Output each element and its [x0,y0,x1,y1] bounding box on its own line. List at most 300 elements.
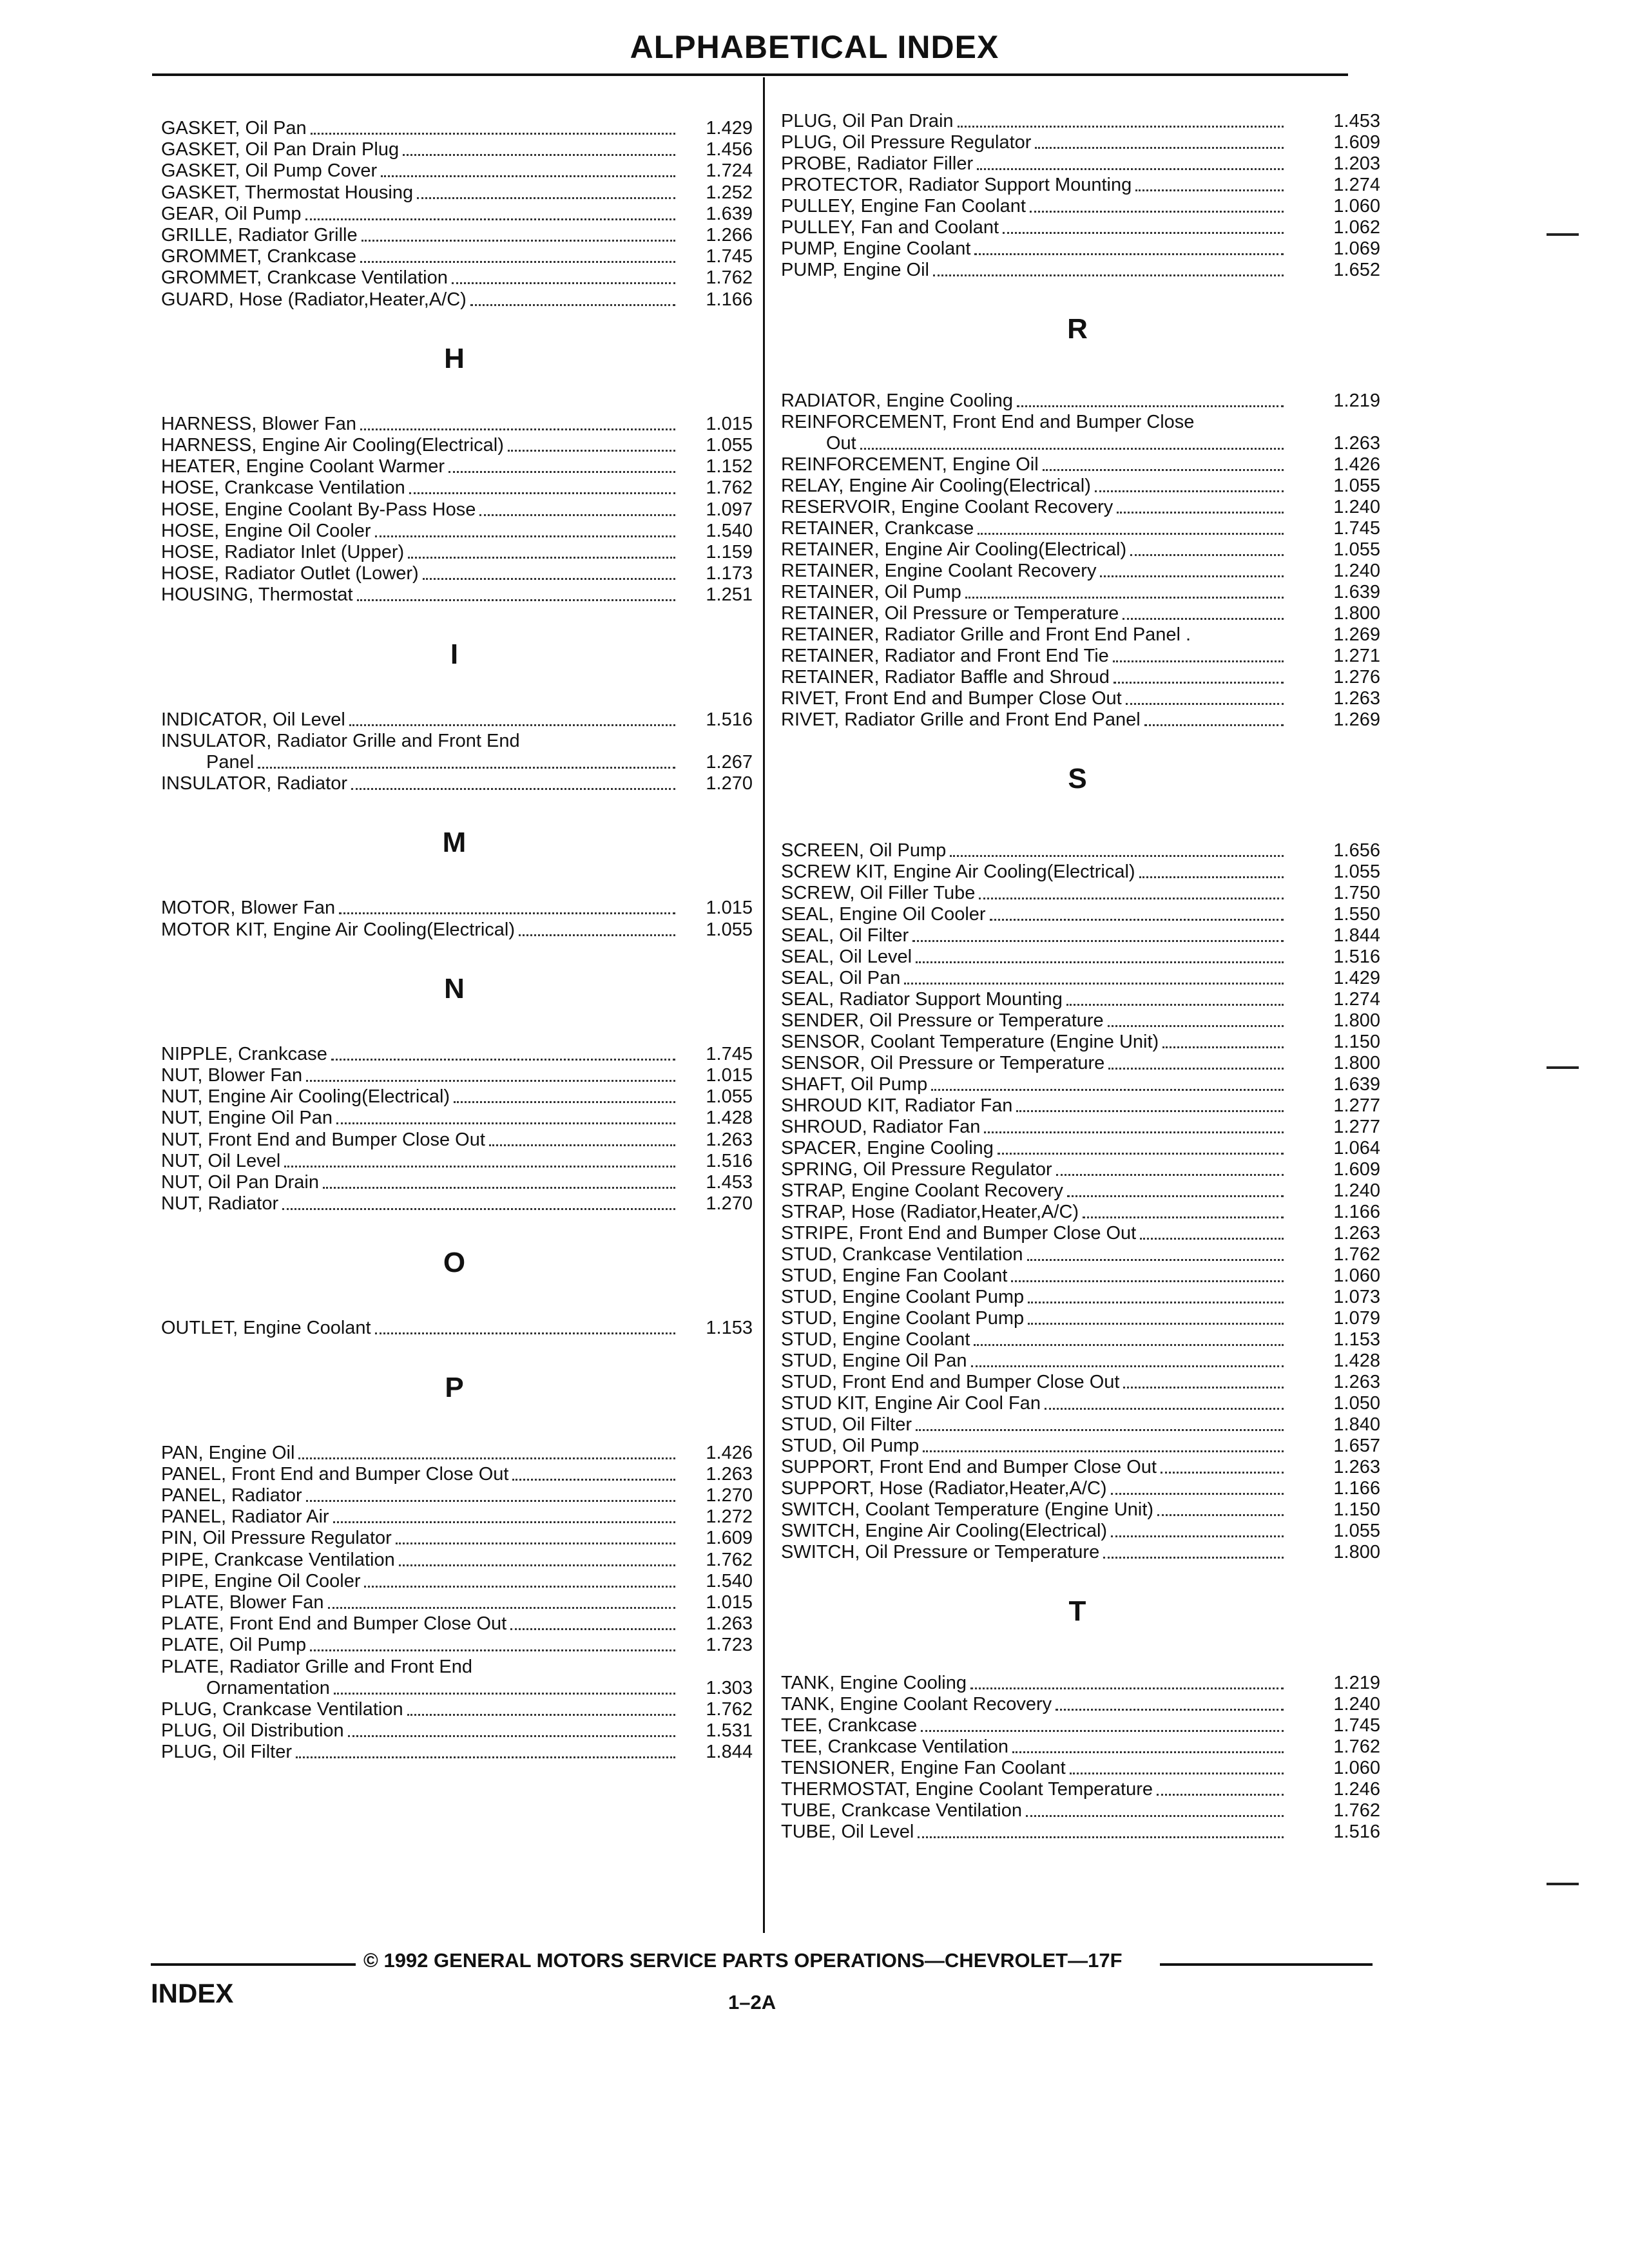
entry-page: 1.055 [1333,861,1380,882]
index-entry [781,260,1380,280]
dot-leader [1035,128,1284,149]
entry-page: 1.274 [1333,175,1380,195]
dot-leader [1070,1754,1284,1774]
page-number: 1–2A [728,1991,776,2013]
entry-name: REINFORCEMENT, Engine Oil [781,454,1039,475]
entry-page: 1.762 [706,267,753,289]
entry-name: SENDER, Oil Pressure or Temperature [781,1010,1104,1031]
entry-page: 1.516 [706,1150,753,1171]
index-entry [161,1742,753,1762]
entry-name: RETAINER, Radiator Baffle and Shroud [781,667,1110,687]
entry-page: 1.456 [706,139,753,160]
entry-name: REINFORCEMENT, Front End and Bumper Close [781,412,1195,432]
dot-leader [979,879,1284,899]
dot-leader [364,1567,675,1588]
entry-name: STUD, Engine Coolant [781,1329,970,1350]
margin-mark [1547,1066,1579,1069]
entry-page: 1.263 [1333,688,1380,709]
entry-page: 1.252 [706,182,753,203]
index-entry [781,1758,1380,1778]
entry-page: 1.055 [706,919,753,940]
entry-name: INDICATOR, Oil Level [161,709,345,730]
entry-name: RETAINER, Radiator Grille and Front End Panel . [781,624,1191,645]
dot-leader [1095,472,1284,492]
entry-page: 1.840 [1333,1414,1380,1435]
entry-page: 1.426 [706,1442,753,1463]
entry-page: 1.844 [1333,925,1380,946]
dot-leader [1108,1006,1284,1027]
entry-name: PLATE, Blower Fan [161,1592,324,1613]
dot-leader [448,452,675,473]
index-entry [161,919,753,940]
dot-leader [1012,1733,1284,1753]
entry-page: 1.050 [1333,1393,1380,1414]
title-rule [152,73,1348,76]
column-divider [763,77,765,1933]
entry-page: 1.723 [706,1635,753,1656]
dot-leader [333,1503,675,1523]
index-entry [781,1350,1380,1371]
entry-page: 1.270 [706,773,753,794]
index-entry [781,153,1380,174]
dot-leader [328,1588,675,1609]
entry-page: 1.609 [1333,1159,1380,1180]
dot-leader [375,1314,675,1334]
entry-name: GRILLE, Radiator Grille [161,225,358,245]
dot-leader [1123,1368,1284,1389]
entry-name: Ornamentation [206,1677,330,1698]
entry-page: 1.277 [1333,1117,1380,1137]
index-entry [781,390,1380,411]
entry-page: 1.745 [1333,1715,1380,1736]
section-letter: P [445,1371,464,1403]
dot-leader [1108,1049,1284,1070]
entry-name: GASKET, Oil Pan [161,118,307,139]
dot-leader [958,107,1284,128]
entry-name: HOSE, Radiator Outlet (Lower) [161,563,419,584]
entry-page: 1.269 [1333,624,1380,645]
margin-mark [1547,233,1579,236]
entry-page: 1.656 [1333,840,1380,861]
entry-page: 1.800 [1333,1053,1380,1073]
dot-leader [1056,1155,1284,1176]
dot-leader [360,410,675,430]
dot-leader [965,578,1284,599]
dot-leader [990,900,1284,921]
entry-page: 1.639 [706,203,753,224]
entry-name: STUD, Oil Filter [781,1414,912,1435]
entry-page: 1.060 [1333,1758,1380,1778]
entry-page: 1.745 [706,1043,753,1064]
dot-leader [1100,557,1284,577]
index-entry [781,709,1380,730]
entry-name: PROBE, Radiator Filler [781,153,974,174]
entry-page: 1.762 [706,1699,753,1720]
entry-page: 1.724 [706,160,753,182]
dot-leader [1026,1796,1284,1817]
entry-page: 1.055 [1333,1521,1380,1541]
index-entry [781,1521,1380,1541]
entry-page: 1.152 [706,456,753,477]
dot-leader [311,114,675,135]
entry-page: 1.062 [1333,217,1380,238]
dot-leader [351,769,675,790]
entry-name: RETAINER, Oil Pressure or Temperature [781,603,1119,624]
entry-name: SCREW KIT, Engine Air Cooling(Electrical) [781,861,1135,882]
entry-name: STUD, Engine Coolant Pump [781,1287,1025,1307]
entry-page: 1.429 [706,118,753,139]
dot-leader [904,964,1284,985]
entry-name: STRAP, Engine Coolant Recovery [781,1180,1063,1201]
entry-name: TUBE, Crankcase Ventilation [781,1800,1022,1821]
entry-page: 1.073 [1333,1287,1380,1307]
dot-leader [454,1082,675,1103]
entry-name: PUMP, Engine Oil [781,260,929,280]
entry-page: 1.153 [1333,1329,1380,1350]
dot-leader [408,538,675,559]
dot-leader [331,1040,675,1061]
entry-page: 1.240 [1333,1694,1380,1715]
entry-name: PIPE, Crankcase Ventilation [161,1549,395,1570]
entry-page: 1.266 [706,225,753,245]
entry-name: PLATE, Radiator Grille and Front End [161,1656,473,1677]
entry-page: 1.166 [706,289,753,310]
entry-page: 1.609 [1333,132,1380,153]
entry-name: SPACER, Engine Cooling [781,1138,994,1158]
entry-page: 1.263 [1333,1223,1380,1244]
entry-name: GROMMET, Crankcase Ventilation [161,267,448,289]
index-entry [781,1202,1380,1222]
dot-leader [984,1113,1284,1133]
entry-name: PIPE, Engine Oil Cooler [161,1570,361,1591]
section-letter: N [444,972,465,1004]
index-entry [781,1499,1380,1520]
dot-leader [931,1070,1284,1091]
dot-leader [407,1695,675,1716]
entry-page: 1.097 [706,499,753,520]
entry-name: GEAR, Oil Pump [161,203,302,224]
index-entry [161,1193,753,1214]
dot-leader [1126,684,1284,705]
entry-name: SEAL, Oil Level [781,947,912,967]
index-entry [781,646,1380,666]
entry-page: 1.173 [706,563,753,584]
margin-mark [1547,1883,1579,1885]
entry-name: RETAINER, Oil Pump [781,582,961,602]
entry-name: SENSOR, Oil Pressure or Temperature [781,1053,1105,1073]
entry-name: HOSE, Crankcase Ventilation [161,477,405,499]
dot-leader [1123,599,1284,620]
entry-name: SUPPORT, Hose (Radiator,Heater,A/C) [781,1478,1107,1499]
entry-page: 1.055 [706,435,753,456]
dot-leader [1028,1304,1284,1325]
index-entry [781,667,1380,687]
entry-name: THERMOSTAT, Engine Coolant Temperature [781,1779,1153,1800]
entry-page: 1.426 [1333,454,1380,475]
entry-page: 1.263 [706,1129,753,1150]
entry-name: PLUG, Crankcase Ventilation [161,1699,403,1720]
dot-leader [1157,1775,1284,1796]
index-entry [781,1821,1380,1842]
entry-page: 1.762 [1333,1800,1380,1821]
entry-name: PLATE, Oil Pump [161,1635,307,1656]
section-letter: H [444,342,465,374]
entry-name: STUD, Oil Pump [781,1436,920,1456]
entry-page: 1.540 [706,1570,753,1591]
entry-page: 1.274 [1333,989,1380,1010]
entry-name: TEE, Crankcase [781,1715,918,1736]
entry-name: HOSE, Engine Oil Cooler [161,520,371,541]
dot-leader [1103,1538,1284,1559]
entry-name: SHROUD, Radiator Fan [781,1117,981,1137]
entry-page: 1.055 [1333,539,1380,560]
index-entry [781,624,1380,645]
entry-name: PLUG, Oil Pan Drain [781,111,954,131]
dot-leader [1117,493,1284,514]
entry-name: TANK, Engine Coolant Recovery [781,1694,1052,1715]
dot-leader [971,1347,1284,1367]
dot-leader [361,221,675,242]
entry-name: RETAINER, Engine Coolant Recovery [781,561,1097,581]
entry-name: OUTLET, Engine Coolant [161,1318,371,1339]
dot-leader [403,135,675,156]
entry-page: 1.060 [1333,196,1380,216]
entry-name: MOTOR KIT, Engine Air Cooling(Electrical) [161,919,516,940]
index-entry [781,688,1380,709]
entry-name: PIN, Oil Pressure Regulator [161,1528,392,1549]
entry-name: SEAL, Radiator Support Mounting [781,989,1063,1010]
entry-name: Out [826,433,856,454]
dot-leader [950,836,1284,857]
entry-page: 1.269 [1333,709,1380,730]
entry-name: RETAINER, Crankcase [781,518,974,539]
entry-page: 1.750 [1333,883,1380,903]
entry-name: SENSOR, Coolant Temperature (Engine Unit) [781,1032,1159,1052]
dot-leader [305,200,675,220]
entry-name: TENSIONER, Engine Fan Coolant [781,1758,1066,1778]
entry-name: STRIPE, Front End and Bumper Close Out [781,1223,1137,1244]
dot-leader [1016,1091,1284,1112]
entry-name: STUD KIT, Engine Air Cool Fan [781,1393,1041,1414]
index-entry [161,709,753,730]
entry-page: 1.272 [706,1506,753,1528]
dot-leader [381,157,675,177]
dot-leader [357,581,675,601]
dot-leader [417,178,675,199]
dot-leader [336,1104,675,1124]
index-entry [781,1032,1380,1052]
entry-page: 1.745 [1333,518,1380,539]
entry-page: 1.246 [1333,1779,1380,1800]
entry-page: 1.263 [706,1463,753,1485]
entry-page: 1.516 [1333,1821,1380,1842]
entry-page: 1.271 [1333,646,1380,666]
dot-leader [1113,642,1284,662]
entry-page: 1.079 [1333,1308,1380,1329]
dot-leader [974,235,1284,255]
dot-leader [1083,1198,1284,1218]
dot-leader [916,943,1284,963]
dot-leader [1144,706,1284,726]
section-letter: M [442,827,467,859]
entry-name: NIPPLE, Crankcase [161,1043,327,1064]
index-entry [781,582,1380,602]
entry-name: RESERVOIR, Engine Coolant Recovery [781,497,1113,517]
entry-name: PLUG, Oil Distribution [161,1720,344,1742]
entry-name: STUD, Crankcase Ventilation [781,1244,1023,1265]
entry-name: MOTOR, Blower Fan [161,898,336,919]
entry-page: 1.015 [706,1592,753,1613]
entry-name: SEAL, Oil Pan [781,968,901,988]
entry-name: RETAINER, Engine Air Cooling(Electrical) [781,539,1127,560]
entry-name: RELAY, Engine Air Cooling(Electrical) [781,476,1091,496]
entry-name: NUT, Front End and Bumper Close Out [161,1129,485,1150]
entry-page: 1.516 [706,709,753,730]
section-letter: I [450,638,459,670]
dot-leader [399,1546,675,1566]
dot-leader [349,706,675,726]
entry-name: NUT, Blower Fan [161,1065,303,1086]
entry-page: 1.428 [1333,1350,1380,1371]
entry-name: HARNESS, Engine Air Cooling(Electrical) [161,435,504,456]
entry-page: 1.540 [706,520,753,541]
dot-leader [452,264,675,284]
dot-leader [912,921,1284,942]
index-entry [161,289,753,310]
entry-page: 1.800 [1333,1542,1380,1562]
entry-page: 1.276 [1333,667,1380,687]
dot-leader [306,1061,675,1082]
index-entry [781,476,1380,496]
dot-leader [510,1610,675,1630]
entry-name: STUD, Engine Fan Coolant [781,1265,1008,1286]
entry-name: PLUG, Oil Filter [161,1742,293,1763]
entry-page: 1.240 [1333,497,1380,517]
index-entry [781,989,1380,1010]
entry-name: SWITCH, Coolant Temperature (Engine Unit) [781,1499,1154,1520]
section-letter: T [1068,1595,1086,1627]
entry-name: NUT, Radiator [161,1193,279,1215]
entry-name: SWITCH, Engine Air Cooling(Electrical) [781,1521,1108,1541]
entry-name: GASKET, Thermostat Housing [161,182,414,203]
dot-leader [1066,985,1284,1006]
dot-leader [519,916,675,936]
entry-page: 1.429 [1333,968,1380,988]
entry-name: RIVET, Radiator Grille and Front End Panel [781,709,1141,730]
dot-leader [282,1189,675,1210]
dot-leader [334,1674,675,1695]
index-entry [161,584,753,605]
entry-name: NUT, Oil Pan Drain [161,1172,319,1193]
entry-page: 1.055 [706,1086,753,1108]
dot-leader [512,1460,675,1481]
entry-name: PULLEY, Engine Fan Coolant [781,196,1026,216]
entry-name: HOUSING, Thermostat [161,584,353,606]
entry-name: SEAL, Oil Filter [781,925,909,946]
dot-leader [978,514,1284,535]
entry-name: TANK, Engine Cooling [781,1673,967,1693]
index-entry [781,1436,1380,1456]
dot-leader [1139,858,1284,878]
entry-page: 1.015 [706,898,753,919]
index-entry [781,539,1380,560]
copyright-notice: © 1992 GENERAL MOTORS SERVICE PARTS OPERATIONS—CHEVROLET—17F [363,1949,1123,1972]
entry-page: 1.609 [706,1528,753,1549]
dot-leader [1161,1453,1284,1474]
entry-page: 1.159 [706,542,753,562]
index-entry [781,603,1380,624]
entry-page: 1.762 [1333,1244,1380,1265]
entry-page: 1.531 [706,1720,753,1742]
entry-page: 1.203 [1333,153,1380,174]
entry-name: PLATE, Front End and Bumper Close Out [161,1613,507,1635]
entry-page: 1.652 [1333,260,1380,280]
entry-page: 1.762 [706,477,753,499]
entry-page: 1.055 [1333,476,1380,496]
entry-name: TEE, Crankcase Ventilation [781,1736,1009,1757]
entry-name: SUPPORT, Front End and Bumper Close Out [781,1457,1157,1477]
dot-leader [339,894,675,914]
entry-name: TUBE, Oil Level [781,1821,914,1842]
entry-name: HEATER, Engine Coolant Warmer [161,456,445,477]
dot-leader [1027,1240,1284,1261]
index-entry [781,1010,1380,1031]
entry-page: 1.762 [1333,1736,1380,1757]
entry-name: STRAP, Hose (Radiator,Heater,A/C) [781,1202,1079,1222]
dot-leader [1045,1389,1284,1410]
dot-leader [1003,213,1284,234]
page-title: ALPHABETICAL INDEX [630,29,999,65]
entry-page: 1.263 [1333,1457,1380,1477]
entry-page: 1.015 [706,413,753,434]
section-letter: S [1068,763,1087,794]
entry-page: 1.166 [1333,1202,1380,1222]
index-entry [161,773,753,794]
entry-name: GROMMET, Crankcase [161,246,356,267]
entry-name: GASKET, Oil Pan Drain Plug [161,139,400,160]
dot-leader [1157,1495,1284,1516]
dot-leader [923,1432,1284,1452]
dot-leader [296,1738,675,1758]
entry-page: 1.150 [1333,1032,1380,1052]
entry-page: 1.657 [1333,1436,1380,1456]
entry-page: 1.064 [1333,1138,1380,1158]
entry-page: 1.762 [706,1549,753,1570]
entry-name: RIVET, Front End and Bumper Close Out [781,688,1122,709]
entry-name: HOSE, Engine Coolant By-Pass Hose [161,499,476,520]
index-entry [161,1318,753,1338]
entry-name: HARNESS, Blower Fan [161,413,356,434]
entry-name: PLUG, Oil Pressure Regulator [781,132,1032,153]
dot-leader [1055,1690,1284,1711]
entry-name: SWITCH, Oil Pressure or Temperature [781,1542,1100,1562]
entry-page: 1.153 [706,1318,753,1339]
dot-leader [921,1711,1284,1732]
index-entry [781,1478,1380,1499]
entry-name: PANEL, Front End and Bumper Close Out [161,1463,509,1485]
section-letter: O [443,1247,466,1279]
dot-leader [970,1669,1284,1689]
footer-rule-right [1160,1963,1373,1966]
index-entry [781,840,1380,861]
dot-leader [1162,1028,1284,1048]
entry-name: STUD, Engine Coolant Pump [781,1308,1025,1329]
entry-page: 1.800 [1333,603,1380,624]
dot-leader [258,748,675,769]
dot-leader [1130,535,1284,556]
entry-page: 1.800 [1333,1010,1380,1031]
entry-page: 1.267 [706,752,753,773]
